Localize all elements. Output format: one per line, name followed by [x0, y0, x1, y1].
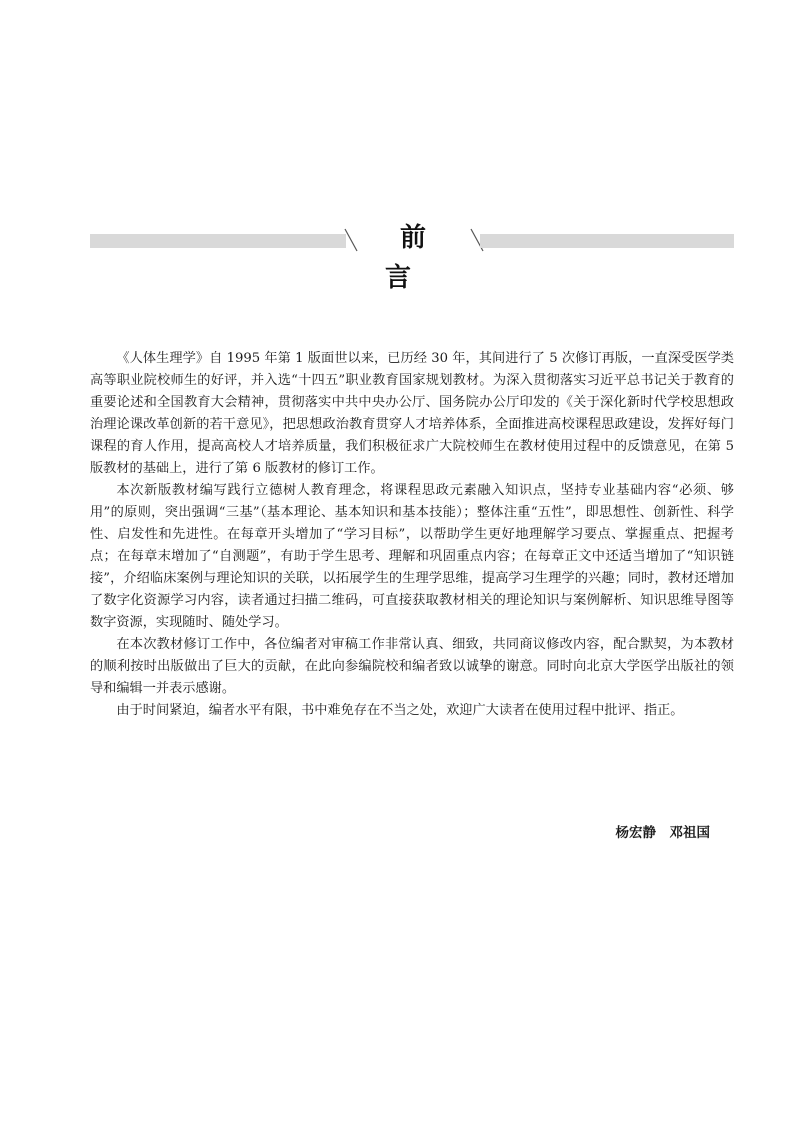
- preface-body: [90, 348, 734, 722]
- author-signature: 杨宏静 邓祖国: [615, 825, 710, 841]
- preface-title-bar: [90, 218, 734, 293]
- paragraph-acknowledgement: 在本次教材修订工作中，各位编者对审稿工作非常认真、细致，共同商议修改内容，配合默契，为本教材的顺利按时出版做出了巨大的贡献，在此向参编院校和编者致以诚挚的谢意。同时向北京大学医学出版社的领导和编辑一并表示感谢。: [90, 637, 734, 696]
- page-title: 前言: [384, 223, 456, 293]
- paragraph-history: 《人体生理学》自 1995 年第 1 版面世以来，已历经 30 年，其间进行了 5 次修订再版，一直深受医学类高等职业院校师生的好评，并入选“十四五”职业教育国家规划教材。为深入贯彻落实习近平总书记关于教育的重要论述和全国教育大会精神，贯彻落实中共中央办公厅、国务院办公厅印发的《关于深化新时代学校思想政治理论课改革创新的若干意见》，把思想政治教育贯穿人才培养体系，全面推进高校课程思政建设，发挥好每门课程的育人作用，提高高校人才培养质量，我们积极征求广大院校师生在教材使用过程中的反馈意见，在第 5 版教材的基础上，进行了第 6 版教材的修订工作。: [90, 351, 734, 476]
- paragraph-new-edition: 本次新版教材编写践行立德树人教育理念，将课程思政元素融入知识点，坚持专业基础内容“必须、够用”的原则，突出强调“三基”（基本理论、基本知识和基本技能）；整体注重“五性”，即思想性、创新性、科学性、启发性和先进性。在每章开头增加了“学习目标”，以帮助学生更好地理解学习要点、掌握重点、把握考点；在每章末增加了“自测题”，有助于学生思考、理解和巩固重点内容；在每章正文中还适当增加了“知识链接”，介绍临床案例与理论知识的关联，以拓展学生的生理学思维，提高学习生理学的兴趣；同时，教材还增加了数字化资源学习内容，读者通过扫描二维码，可直接获取教材相关的理论知识与案例解析、知识思维导图等数字资源，实现随时、随处学习。: [90, 483, 734, 630]
- title-bar-left-stripe: [90, 234, 346, 248]
- paragraph-disclaimer: 由于时间紧迫，编者水平有限，书中难免存在不当之处，欢迎广大读者在使用过程中批评、指正。: [116, 703, 684, 718]
- title-backslash-left-icon: [344, 228, 358, 252]
- title-bar-right-stripe: [480, 234, 734, 248]
